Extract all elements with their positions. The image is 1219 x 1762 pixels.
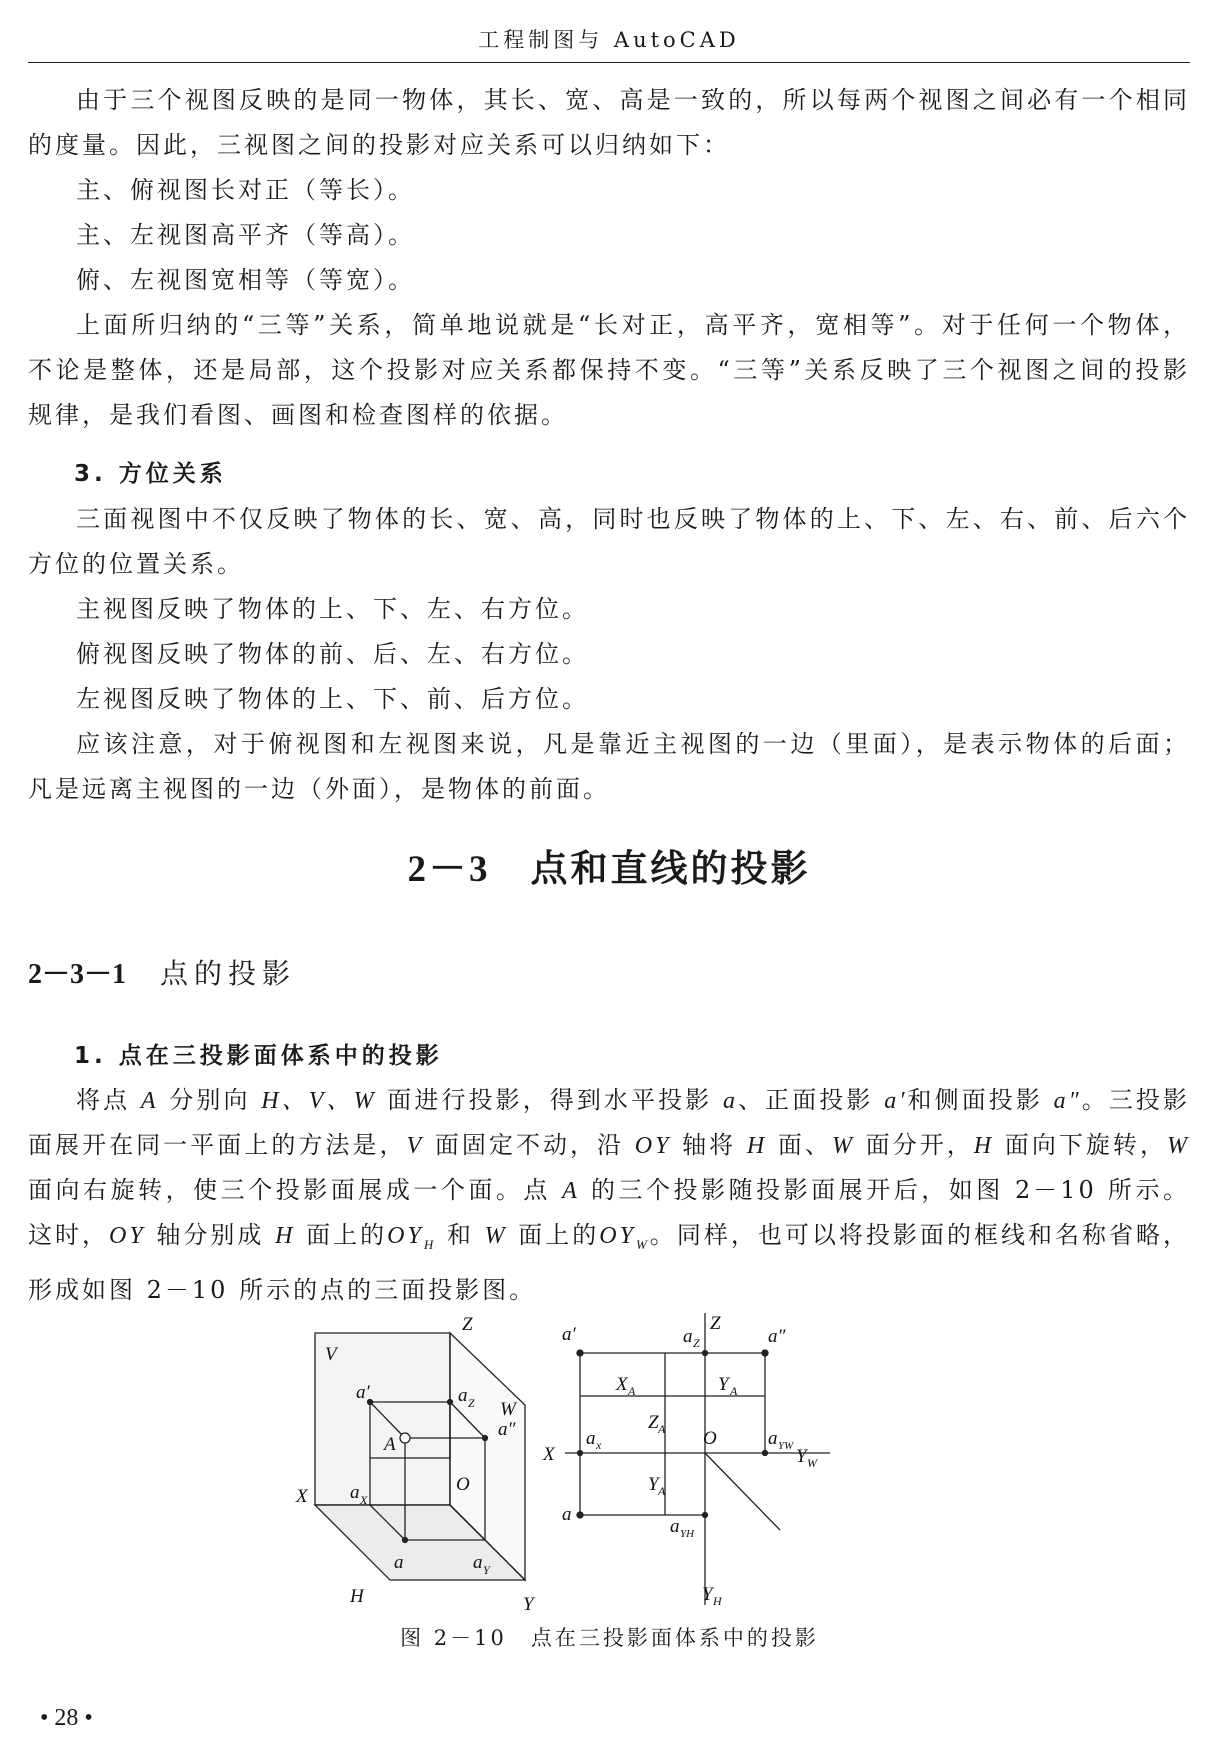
paragraph: 左视图反映了物体的上、下、前、后方位。 bbox=[76, 685, 589, 713]
label-YA2-sub: A bbox=[658, 1484, 666, 1498]
label-a-double-prime: a″ bbox=[498, 1419, 516, 1440]
page-number: • 28 • bbox=[40, 1705, 93, 1731]
label-a: a bbox=[394, 1552, 404, 1573]
heading-orientation: 3. 方位关系 bbox=[74, 461, 227, 487]
subsection-title bbox=[28, 952, 296, 992]
label-ax: a bbox=[350, 1482, 360, 1503]
label-XA: X bbox=[616, 1374, 628, 1395]
label-ax-sub-right: x bbox=[596, 1438, 602, 1452]
right-diagram-labels bbox=[542, 1313, 818, 1608]
subsection-number: 2－3－1 bbox=[28, 959, 127, 990]
label-YA2: Y bbox=[648, 1474, 659, 1495]
label-ay: a bbox=[473, 1552, 483, 1573]
left-axonometric-diagram bbox=[315, 1333, 525, 1580]
label-Z: Z bbox=[462, 1314, 473, 1335]
subsection-title-text: 点的投影 bbox=[160, 957, 297, 990]
label-az-sub: Z bbox=[468, 1396, 475, 1410]
label-O-right: O bbox=[703, 1428, 717, 1449]
paragraph: 由于三个视图反映的是同一物体，其长、宽、高是一致的，所以每两个视图之间必有一个相同的度量。因此，三视图之间的投影对应关系可以归纳如下： bbox=[28, 86, 1190, 159]
figure-caption: 图 2－10 点在三投影面体系中的投影 bbox=[400, 1626, 819, 1650]
section-title-text: 点和直线的投影 bbox=[530, 846, 811, 890]
paragraph: 上面所归纳的“三等”关系，简单地说就是“长对正，高平齐，宽相等”。对于任何一个物体，不论是整体，还是局部，这个投影对应关系都保持不变。“三等”关系反映了三个视图之间的投影规律，是我们看图、画图和检查图样的依据。 bbox=[28, 311, 1190, 429]
label-ZA-sub: A bbox=[658, 1422, 666, 1436]
label-X: X bbox=[296, 1486, 308, 1507]
paragraph: 俯、左视图宽相等（等宽）。 bbox=[76, 266, 415, 294]
label-a-double-prime-right: a″ bbox=[768, 1326, 786, 1347]
label-ayw-right: a bbox=[768, 1428, 778, 1449]
label-XA-sub: A bbox=[628, 1384, 636, 1398]
running-header: 工程制图与 AutoCAD bbox=[28, 18, 1190, 63]
paragraph: 应该注意，对于俯视图和左视图来说，凡是靠近主视图的一边（里面），是表示物体的后面；凡是远离主视图的一边（外面），是物体的前面。 bbox=[28, 730, 1190, 803]
paragraph-projection: 将点 A 分别向 H、V、W 面进行投影，得到水平投影 a、正面投影 a′和侧面投影 a″。三投影面展开在同一平面上的方法是，V 面固定不动，沿 OY 轴将 H 面、W 面分开，H 面向下旋转，W 面向右旋转，使三个投影面展成一个面。点 A 的三个投影随投影面展开后，如图 2－10 所示。这时，OY 轴分别成 H 面上的$OY_H$ 和 W 面上的$OY_W$。同样，也可以将投影面的框线和名称省略，形成如图 2－10 所示的点的三面投影图。 bbox=[28, 1086, 1191, 1304]
label-az-sub-right: Z bbox=[693, 1336, 700, 1350]
label-ay-sub: Y bbox=[483, 1563, 490, 1577]
label-a-prime: a′ bbox=[356, 1382, 370, 1403]
label-O: O bbox=[456, 1474, 470, 1495]
label-az: a bbox=[458, 1385, 468, 1406]
label-H: H bbox=[350, 1586, 364, 1607]
label-YH-sub: H bbox=[713, 1594, 722, 1608]
label-ZA: Z bbox=[648, 1412, 659, 1433]
heading-point-projection: 1. 点在三投影面体系中的投影 bbox=[74, 1043, 443, 1069]
right-orthographic-diagram bbox=[565, 1313, 830, 1605]
label-ayw-sub-right: YW bbox=[778, 1440, 794, 1452]
paragraph: 主视图反映了物体的上、下、左、右方位。 bbox=[76, 595, 589, 623]
paragraph: 主、俯视图长对正（等长）。 bbox=[76, 176, 415, 204]
projection-diagram bbox=[296, 1310, 940, 1615]
label-a-prime-right: a′ bbox=[562, 1324, 576, 1345]
label-V: V bbox=[325, 1344, 337, 1365]
section-title bbox=[28, 838, 1190, 892]
label-a-right: a bbox=[562, 1504, 572, 1525]
label-Y: Y bbox=[523, 1594, 534, 1615]
body-text-block-2 bbox=[28, 1034, 1190, 1312]
label-ax-sub: X bbox=[360, 1493, 368, 1507]
label-Z-right: Z bbox=[710, 1313, 721, 1334]
label-ax-right: a bbox=[586, 1428, 596, 1449]
label-YW-sub: W bbox=[807, 1456, 817, 1470]
paragraph: 主、左视图高平齐（等高）。 bbox=[76, 221, 415, 249]
section-number: 2－3 bbox=[407, 849, 491, 890]
label-az-right: a bbox=[683, 1326, 693, 1347]
body-text-block bbox=[28, 78, 1190, 812]
label-W: W bbox=[500, 1399, 516, 1420]
figure-2-10 bbox=[296, 1310, 940, 1615]
label-YA: Y bbox=[718, 1374, 729, 1395]
label-ayh-sub-right: YH bbox=[680, 1528, 695, 1540]
label-ayh-right: a bbox=[670, 1516, 680, 1537]
label-YA-sub: A bbox=[730, 1384, 738, 1398]
label-A: A bbox=[384, 1434, 396, 1455]
paragraph: 俯视图反映了物体的前、后、左、右方位。 bbox=[76, 640, 589, 668]
label-YH-right: Y bbox=[702, 1584, 713, 1605]
label-YW-right: Y bbox=[796, 1446, 807, 1467]
paragraph: 三面视图中不仅反映了物体的长、宽、高，同时也反映了物体的上、下、左、右、前、后六个方位的位置关系。 bbox=[28, 505, 1190, 578]
label-X-right: X bbox=[543, 1444, 555, 1465]
